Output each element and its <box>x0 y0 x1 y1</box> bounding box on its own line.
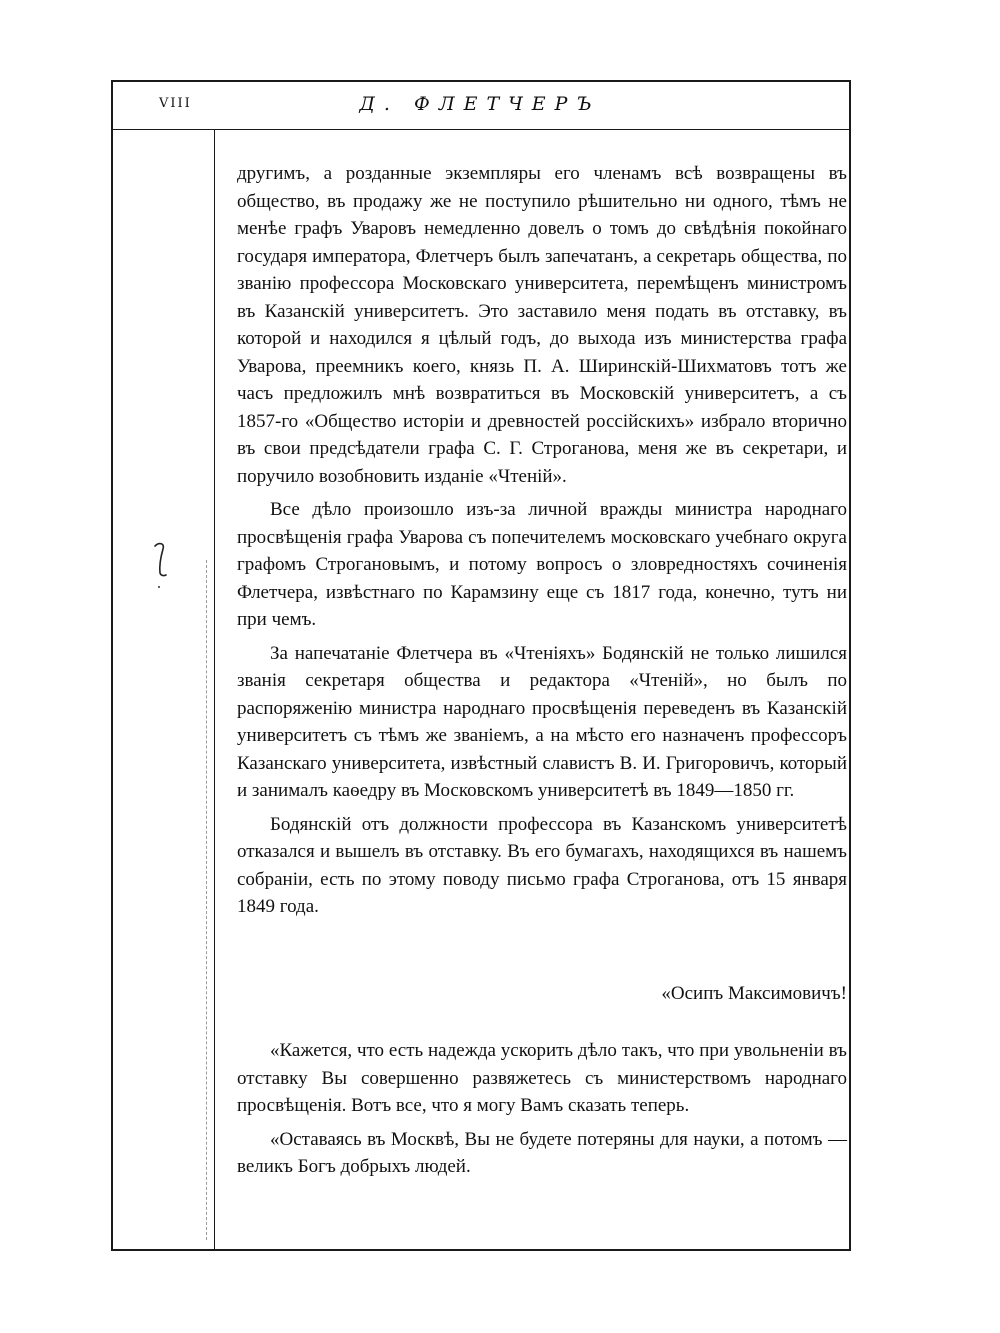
body-text <box>237 160 847 1187</box>
handwritten-margin-mark <box>149 540 173 580</box>
paragraph-continued: другимъ, а розданные экземпляры его членамъ всѣ возвращены въ общество, въ продажу же не поступило рѣшительно ни одного, тѣмъ не менѣе графъ Уваровъ немедленно довелъ о томъ до свѣдѣнія покойнаго государя императора, Флетчеръ былъ запечатанъ, а секретарь общества, по званію профессора Московскаго университета, перемѣщенъ министромъ въ Казанскій университетъ. Это заставило меня подать въ отставку, въ которой и находился я цѣлый годъ, до выхода изъ министерства графа Уварова, преемникъ коего, князь П. А. Ширинскій-Шихматовъ тотъ же часъ предложилъ мнѣ возвратиться въ Московскій университетъ, а съ 1857-го «Общество исторіи и древностей россійскихъ» избрало вторично въ свои предсѣдатели графа С. Г. Строганова, меня же въ секретари, и поручило возобновить изданіе «Чтеній». <box>237 163 847 487</box>
margin-rule <box>214 129 215 1249</box>
paragraph: Все дѣло произошло изъ-за личной вражды министра народнаго просвѣщенія графа Уварова съ попечителемъ московскаго учебнаго округа графомъ Строгановымъ, и потому вопросъ о зловредностяхъ сочиненія Флетчера, извѣстнаго по Карамзину еще съ 1817 года, конечно, тутъ ни при чемъ. <box>237 499 847 630</box>
letter-paragraph: «Оставаясь въ Москвѣ, Вы не будете потеряны для науки, а потомъ — великъ Богъ добрыхъ людей. <box>237 1128 847 1177</box>
paragraph: Бодянскій отъ должности профессора въ Казанскомъ университетѣ отказался и вышелъ въ отставку. Въ его бумагахъ, находящихся въ нашемъ собраніи, есть по этому поводу письмо графа Строганова, отъ 15 января 1849 года. <box>237 813 847 917</box>
margin-dot <box>158 586 160 588</box>
paragraph: За напечатаніе Флетчера въ «Чтеніяхъ» Бодянскій не только лишился званія секретаря общества и редактора «Чтеній», но былъ по распоряженію министра народнаго просвѣщенія переведенъ въ Казанскій университетъ съ тѣмъ же званіемъ, а на мѣсто его назначенъ профессоръ Казанскаго университета, извѣстный славистъ В. И. Григоровичъ, который и занималъ каѳедру въ Московскомъ университетѣ въ 1849—1850 гг. <box>237 642 847 801</box>
letter-paragraph: «Кажется, что есть надежда ускорить дѣло такъ, что при увольненіи въ отставку Вы совершенно развяжетесь съ министерствомъ народнаго просвѣщенія. Вотъ все, что я могу Вамъ сказать теперь. <box>237 1040 847 1116</box>
letter-salutation: «Осипъ Максимовичъ! <box>661 982 847 1004</box>
running-title: Д. ФЛЕТЧЕРЪ <box>359 93 601 115</box>
header-rule <box>111 129 851 130</box>
margin-guide-line <box>206 560 207 1240</box>
page-number: VIII <box>159 96 192 111</box>
